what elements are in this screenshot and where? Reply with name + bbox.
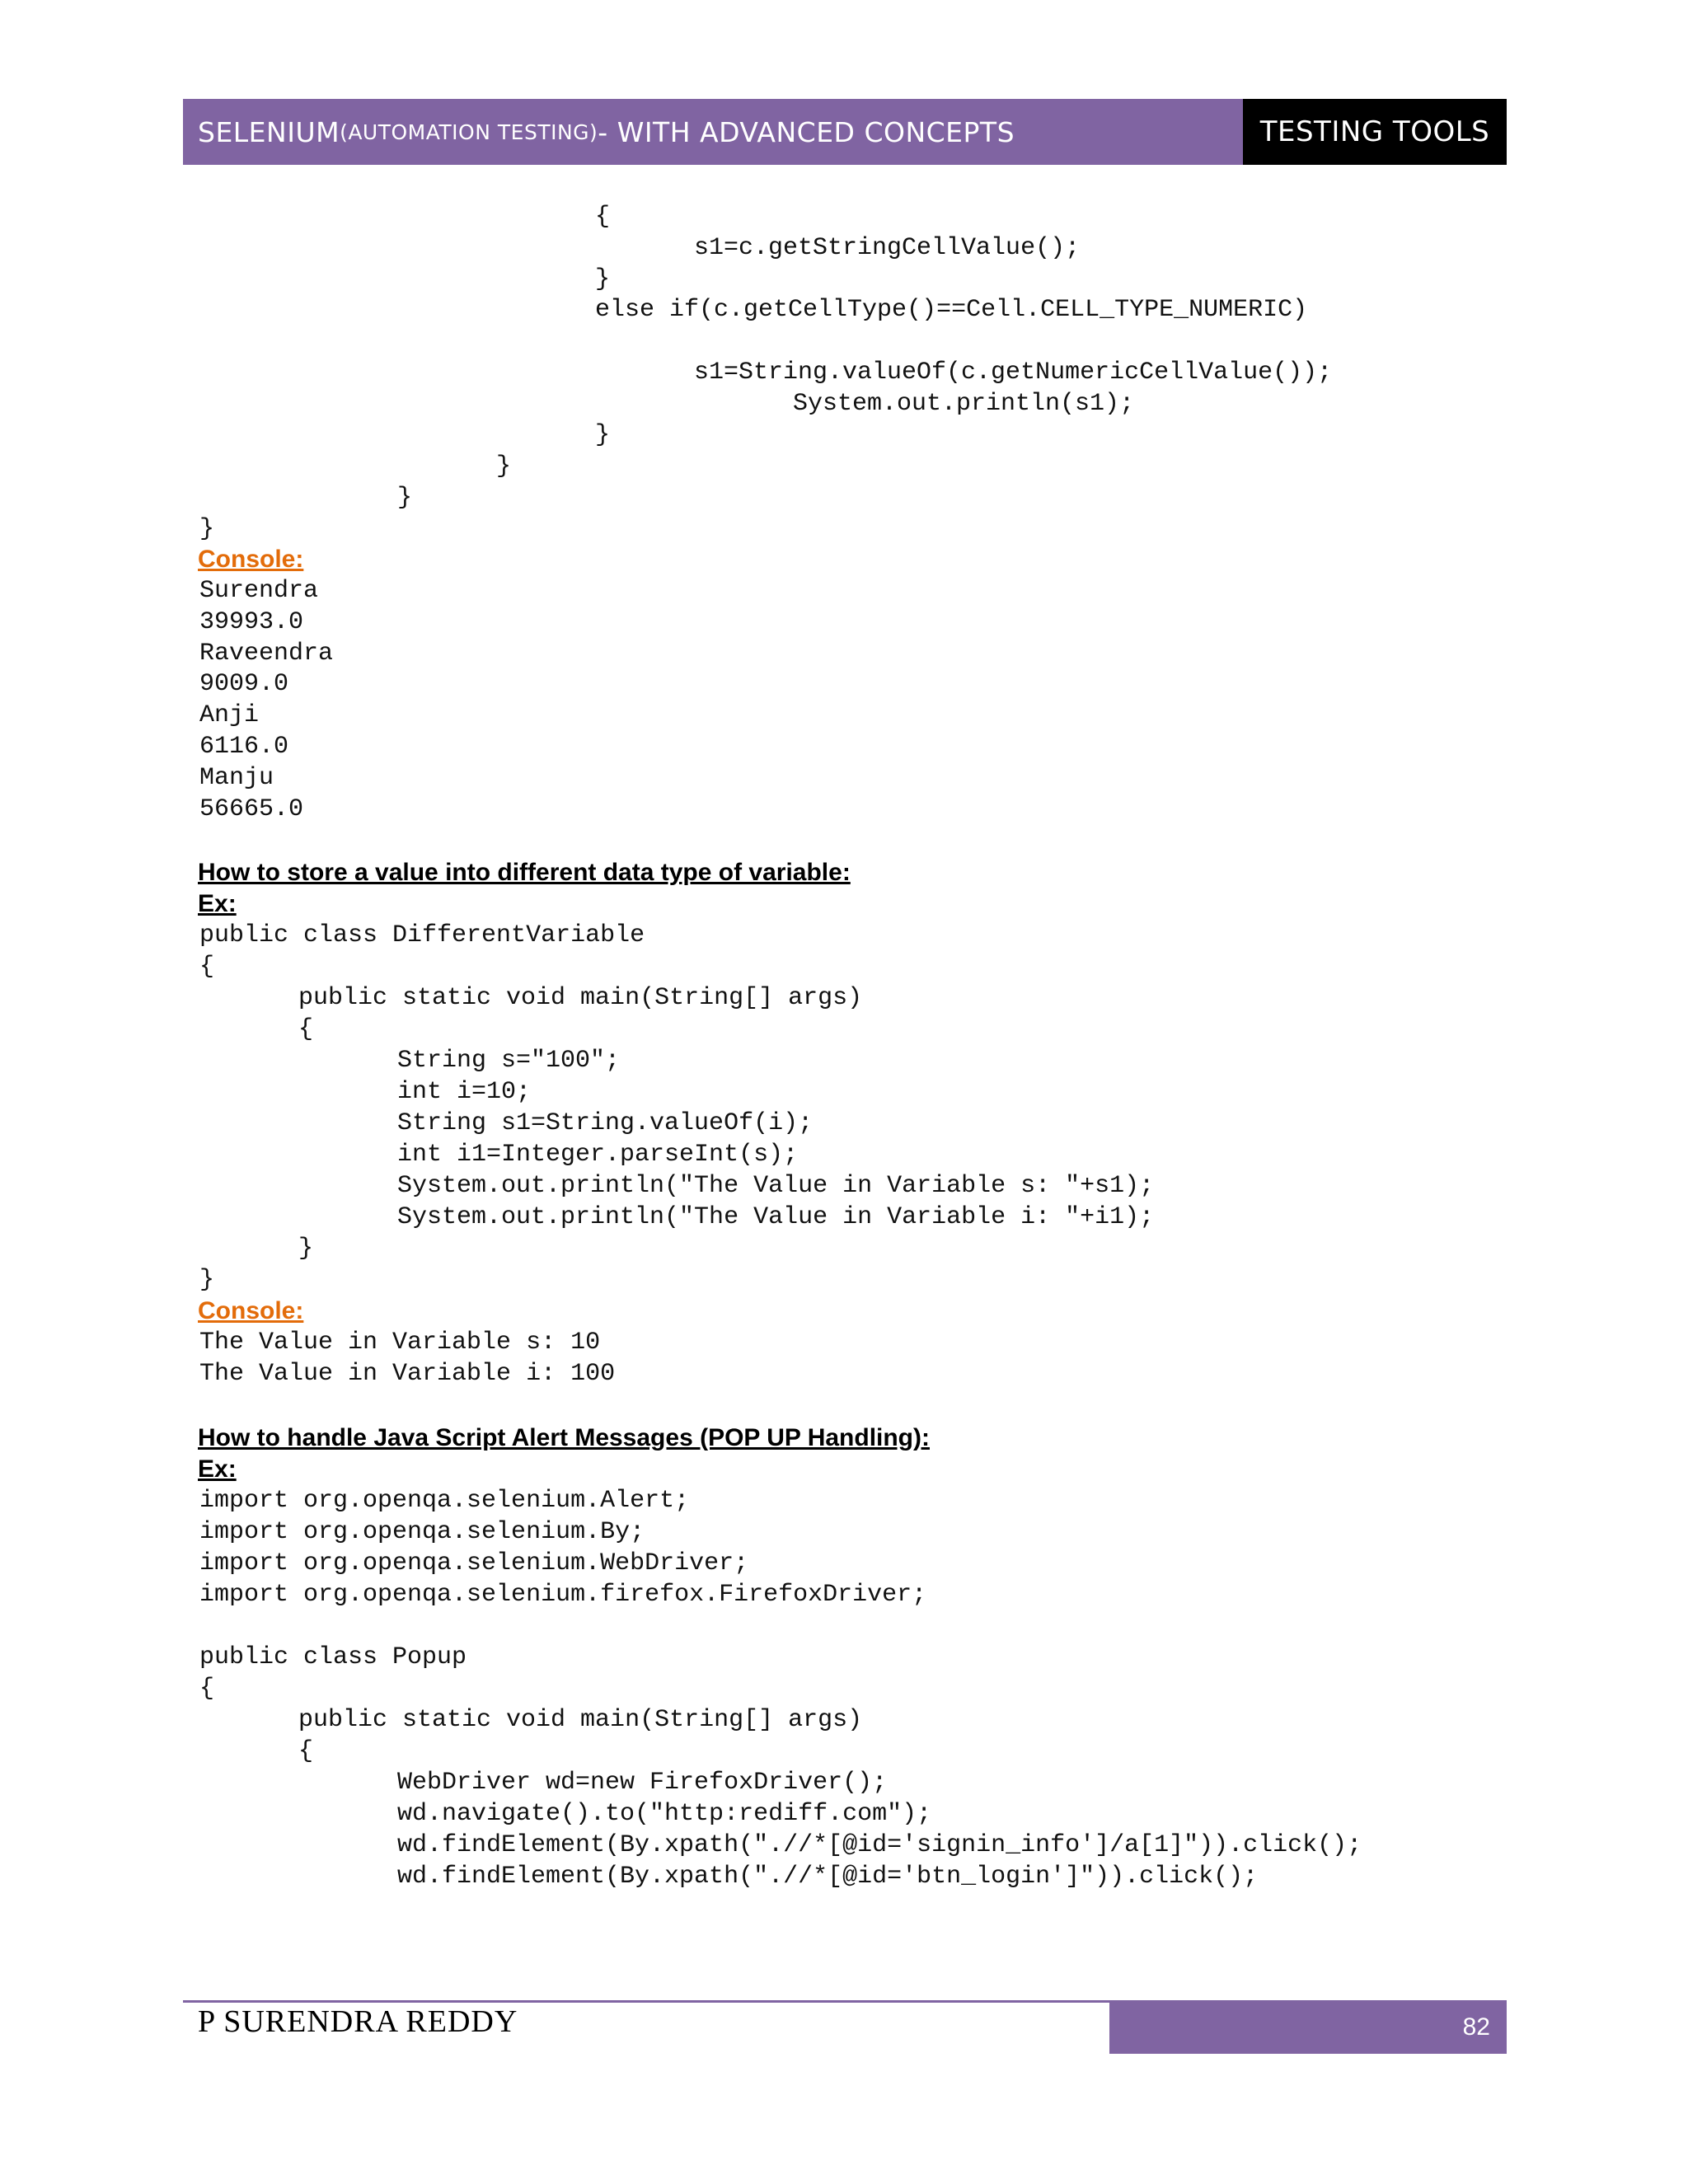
section-heading: How to store a value into different data type of variable: (198, 859, 851, 886)
code-line: { (595, 203, 611, 231)
header-title-part1: SELENIUM (198, 115, 340, 148)
code-line: wd.findElement(By.xpath(".//*[@id='btn_login']")).click(); (397, 1863, 1259, 1891)
header-section-label: TESTING TOOLS (1243, 99, 1507, 165)
code-line: System.out.println("The Value in Variable i: "+i1); (397, 1203, 1155, 1231)
code-line: import org.openqa.selenium.firefox.FirefoxDriver; (199, 1581, 927, 1609)
code-line: } (595, 421, 611, 449)
console-output-line: 56665.0 (199, 795, 304, 823)
console-output-line: Raveendra (199, 640, 334, 668)
code-line: public static void main(String[] args) (298, 1706, 863, 1734)
code-line: { (298, 1737, 314, 1765)
footer-author: P SURENDRA REDDY (198, 2004, 518, 2039)
code-line: wd.navigate().to("http:rediff.com"); (397, 1800, 932, 1828)
code-line: int i1=Integer.parseInt(s); (397, 1141, 799, 1169)
code-line: import org.openqa.selenium.WebDriver; (199, 1549, 749, 1577)
console-label: Console: (198, 546, 304, 573)
code-line: WebDriver wd=new FirefoxDriver(); (397, 1769, 888, 1797)
console-output-line: 39993.0 (199, 608, 304, 636)
header-title-small: (AUTOMATION TESTING) (340, 120, 598, 144)
code-line: } (199, 515, 215, 543)
code-line: { (199, 953, 215, 981)
console-output-line: The Value in Variable s: 10 (199, 1329, 601, 1357)
code-line: import org.openqa.selenium.By; (199, 1518, 645, 1546)
code-line: System.out.println(s1); (793, 390, 1135, 418)
code-line: { (199, 1675, 215, 1703)
code-line: String s1=String.valueOf(i); (397, 1109, 814, 1137)
code-line: String s="100"; (397, 1047, 621, 1075)
code-line: System.out.println("The Value in Variable s: "+s1); (397, 1172, 1155, 1200)
code-line: int i=10; (397, 1078, 532, 1106)
example-label: Ex: (198, 890, 237, 917)
console-output-line: The Value in Variable i: 100 (199, 1360, 616, 1388)
code-line: { (298, 1015, 314, 1043)
code-line: wd.findElement(By.xpath(".//*[@id='signin_info']/a[1]")).click(); (397, 1831, 1362, 1859)
code-line: s1=String.valueOf(c.getNumericCellValue()); (694, 359, 1333, 387)
code-line: public class Popup (199, 1643, 467, 1671)
page-number: 82 (1462, 2013, 1490, 2041)
console-output-line: 6116.0 (199, 733, 289, 761)
example-label: Ex: (198, 1455, 237, 1483)
console-label: Console: (198, 1297, 304, 1324)
code-line: public class DifferentVariable (199, 921, 645, 949)
code-line: public static void main(String[] args) (298, 984, 863, 1012)
code-line: } (496, 452, 512, 480)
code-line: } (595, 265, 611, 293)
code-line: } (397, 484, 413, 512)
code-line: import org.openqa.selenium.Alert; (199, 1487, 690, 1515)
console-output-line: Surendra (199, 577, 319, 605)
code-line: else if(c.getCellType()==Cell.CELL_TYPE_NUMERIC) (595, 296, 1308, 324)
console-output-line: Manju (199, 764, 274, 792)
code-line: } (199, 1266, 215, 1294)
code-line: s1=c.getStringCellValue(); (694, 234, 1081, 262)
console-output-line: Anji (199, 701, 260, 729)
code-line: } (298, 1235, 314, 1263)
console-output-line: 9009.0 (199, 670, 289, 698)
header-title-part2: - WITH ADVANCED CONCEPTS (598, 115, 1015, 148)
footer-page-number-box (1109, 2001, 1507, 2054)
section-heading: How to handle Java Script Alert Messages (POP UP Handling): (198, 1424, 930, 1451)
